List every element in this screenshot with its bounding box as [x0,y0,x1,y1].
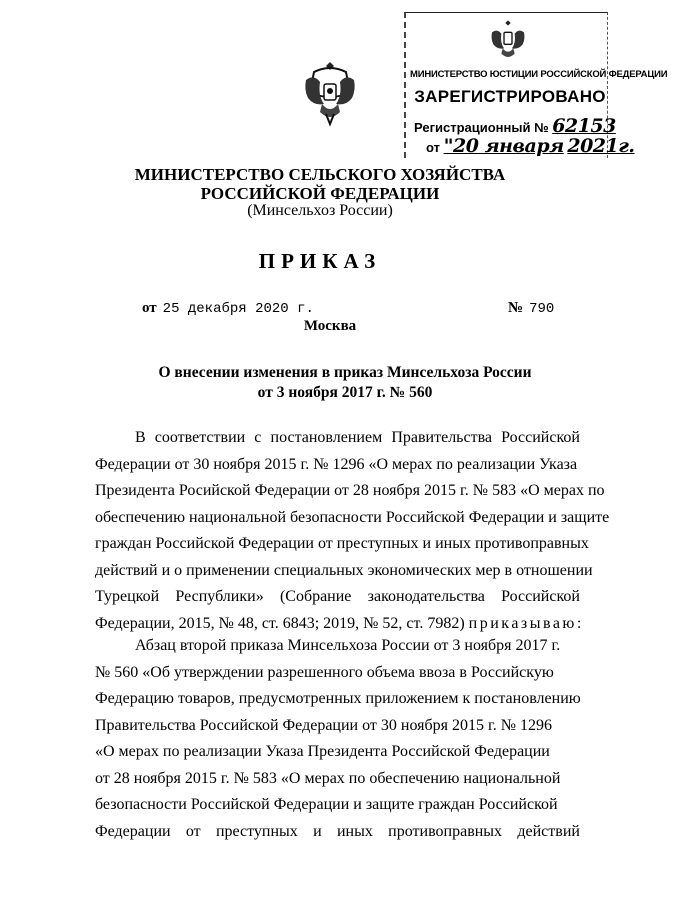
paragraph-line: обеспечению национальной безопасности Российской Федерации и защите [95,508,610,526]
word: (Собрание [279,588,352,605]
document-type-title: ПРИКАЗ [258,249,382,273]
stamp-reg-label: Регистрационный № [414,120,549,135]
order-date-prefix: от [142,300,157,316]
order-number-label: № [508,300,524,316]
word: Правительства [391,429,493,446]
stamp-date-year: 2021г. [567,135,635,157]
registration-stamp [404,12,668,158]
paragraph-line: Федерации от 30 ноября 2015 г. № 1296 «О мерах по реализации Указа [95,455,578,473]
ministry-name-line2: РОССИЙСКОЙ ФЕДЕРАЦИИ [200,184,440,203]
paragraph-text: Федерации, 2015, № 48, ст. 6843; 2019, № 52, ст. 7982) [95,614,465,632]
coat-of-arms-emblem [300,58,360,128]
paragraph-line: Президента Росийской Федерации от 28 ноября 2015 г. № 583 «О мерах по [95,482,605,499]
word: Федерации [95,822,171,840]
word: Российской [501,588,580,605]
word: Турецкой [95,588,160,605]
word: соответствии [154,429,246,446]
paragraph-line: действий и о применении специальных экономических мер в отношении [95,561,593,579]
paragraph-line: Федерацию товаров, предусмотренных приложением к постановлению [95,690,581,707]
order-number-value: 790 [529,301,555,317]
stamp-ministry-name: МИНИСТЕРСТВО ЮСТИЦИИ РОССИЙСКОЙ ФЕДЕРАЦИИ [410,69,668,80]
paragraph-line: граждан Российской Федерации от преступных и иных противоправных [95,535,589,552]
order-date [142,300,314,317]
order-subject-line1: О внесении изменения в приказ Минсельхоза России [158,364,532,381]
word: преступных [215,822,298,840]
paragraph-line: безопасности Российской Федерации и защите граждан Российской [95,796,558,813]
word: иных [336,822,373,840]
order-command: приказываю: [468,614,584,632]
word: Российской [501,429,580,446]
word: Республики» [175,588,264,605]
stamp-date-line [426,135,635,157]
stamp-reg-number: 62153 [552,115,616,137]
paragraph-line [135,425,580,452]
ministry-short-name: (Минсельхоз России) [247,202,393,219]
order-subject-line2: от 3 ноября 2017 г. № 560 [257,384,433,401]
word: постановлением [270,429,383,446]
paragraph-line: Абзац второй приказа Минсельхоза России от 3 ноября 2017 г. [135,637,561,654]
stamp-registration-line [414,115,616,137]
word: с [254,429,262,446]
paragraph-line: «О мерах по реализации Указа Президента Российской Федерации [95,743,550,760]
stamp-date-handwritten: "20 января [443,135,564,157]
paragraph-line [95,584,580,611]
word: законодательства [367,588,485,605]
stamp-status: ЗАРЕГИСТРИРОВАНО [414,87,606,106]
stamp-date-prefix: от [426,140,440,155]
paragraph-line: № 560 «Об утверждении разрешенного объема ввоза в Российскую [95,663,554,681]
word: и [313,822,322,840]
word: действий [517,822,580,840]
paragraph-line: Правительства Российской Федерации от 30 ноября 2015 г. № 1296 [95,716,553,734]
word: В [135,429,146,446]
stamp-emblem-icon [488,17,528,65]
order-number [508,300,554,317]
paragraph-line: от 28 ноября 2015 г. № 583 «О мерах по обеспечению национальной [95,769,561,787]
order-subject [0,363,690,403]
city: Москва [303,318,357,334]
paragraph-line [95,819,580,846]
word: от [185,822,201,840]
order-date-value: 25 декабря 2020 г. [162,301,314,317]
word: противоправных [388,822,503,840]
ministry-name-line1: МИНИСТЕРСТВО СЕЛЬСКОГО ХОЗЯЙСТВА [134,165,506,184]
